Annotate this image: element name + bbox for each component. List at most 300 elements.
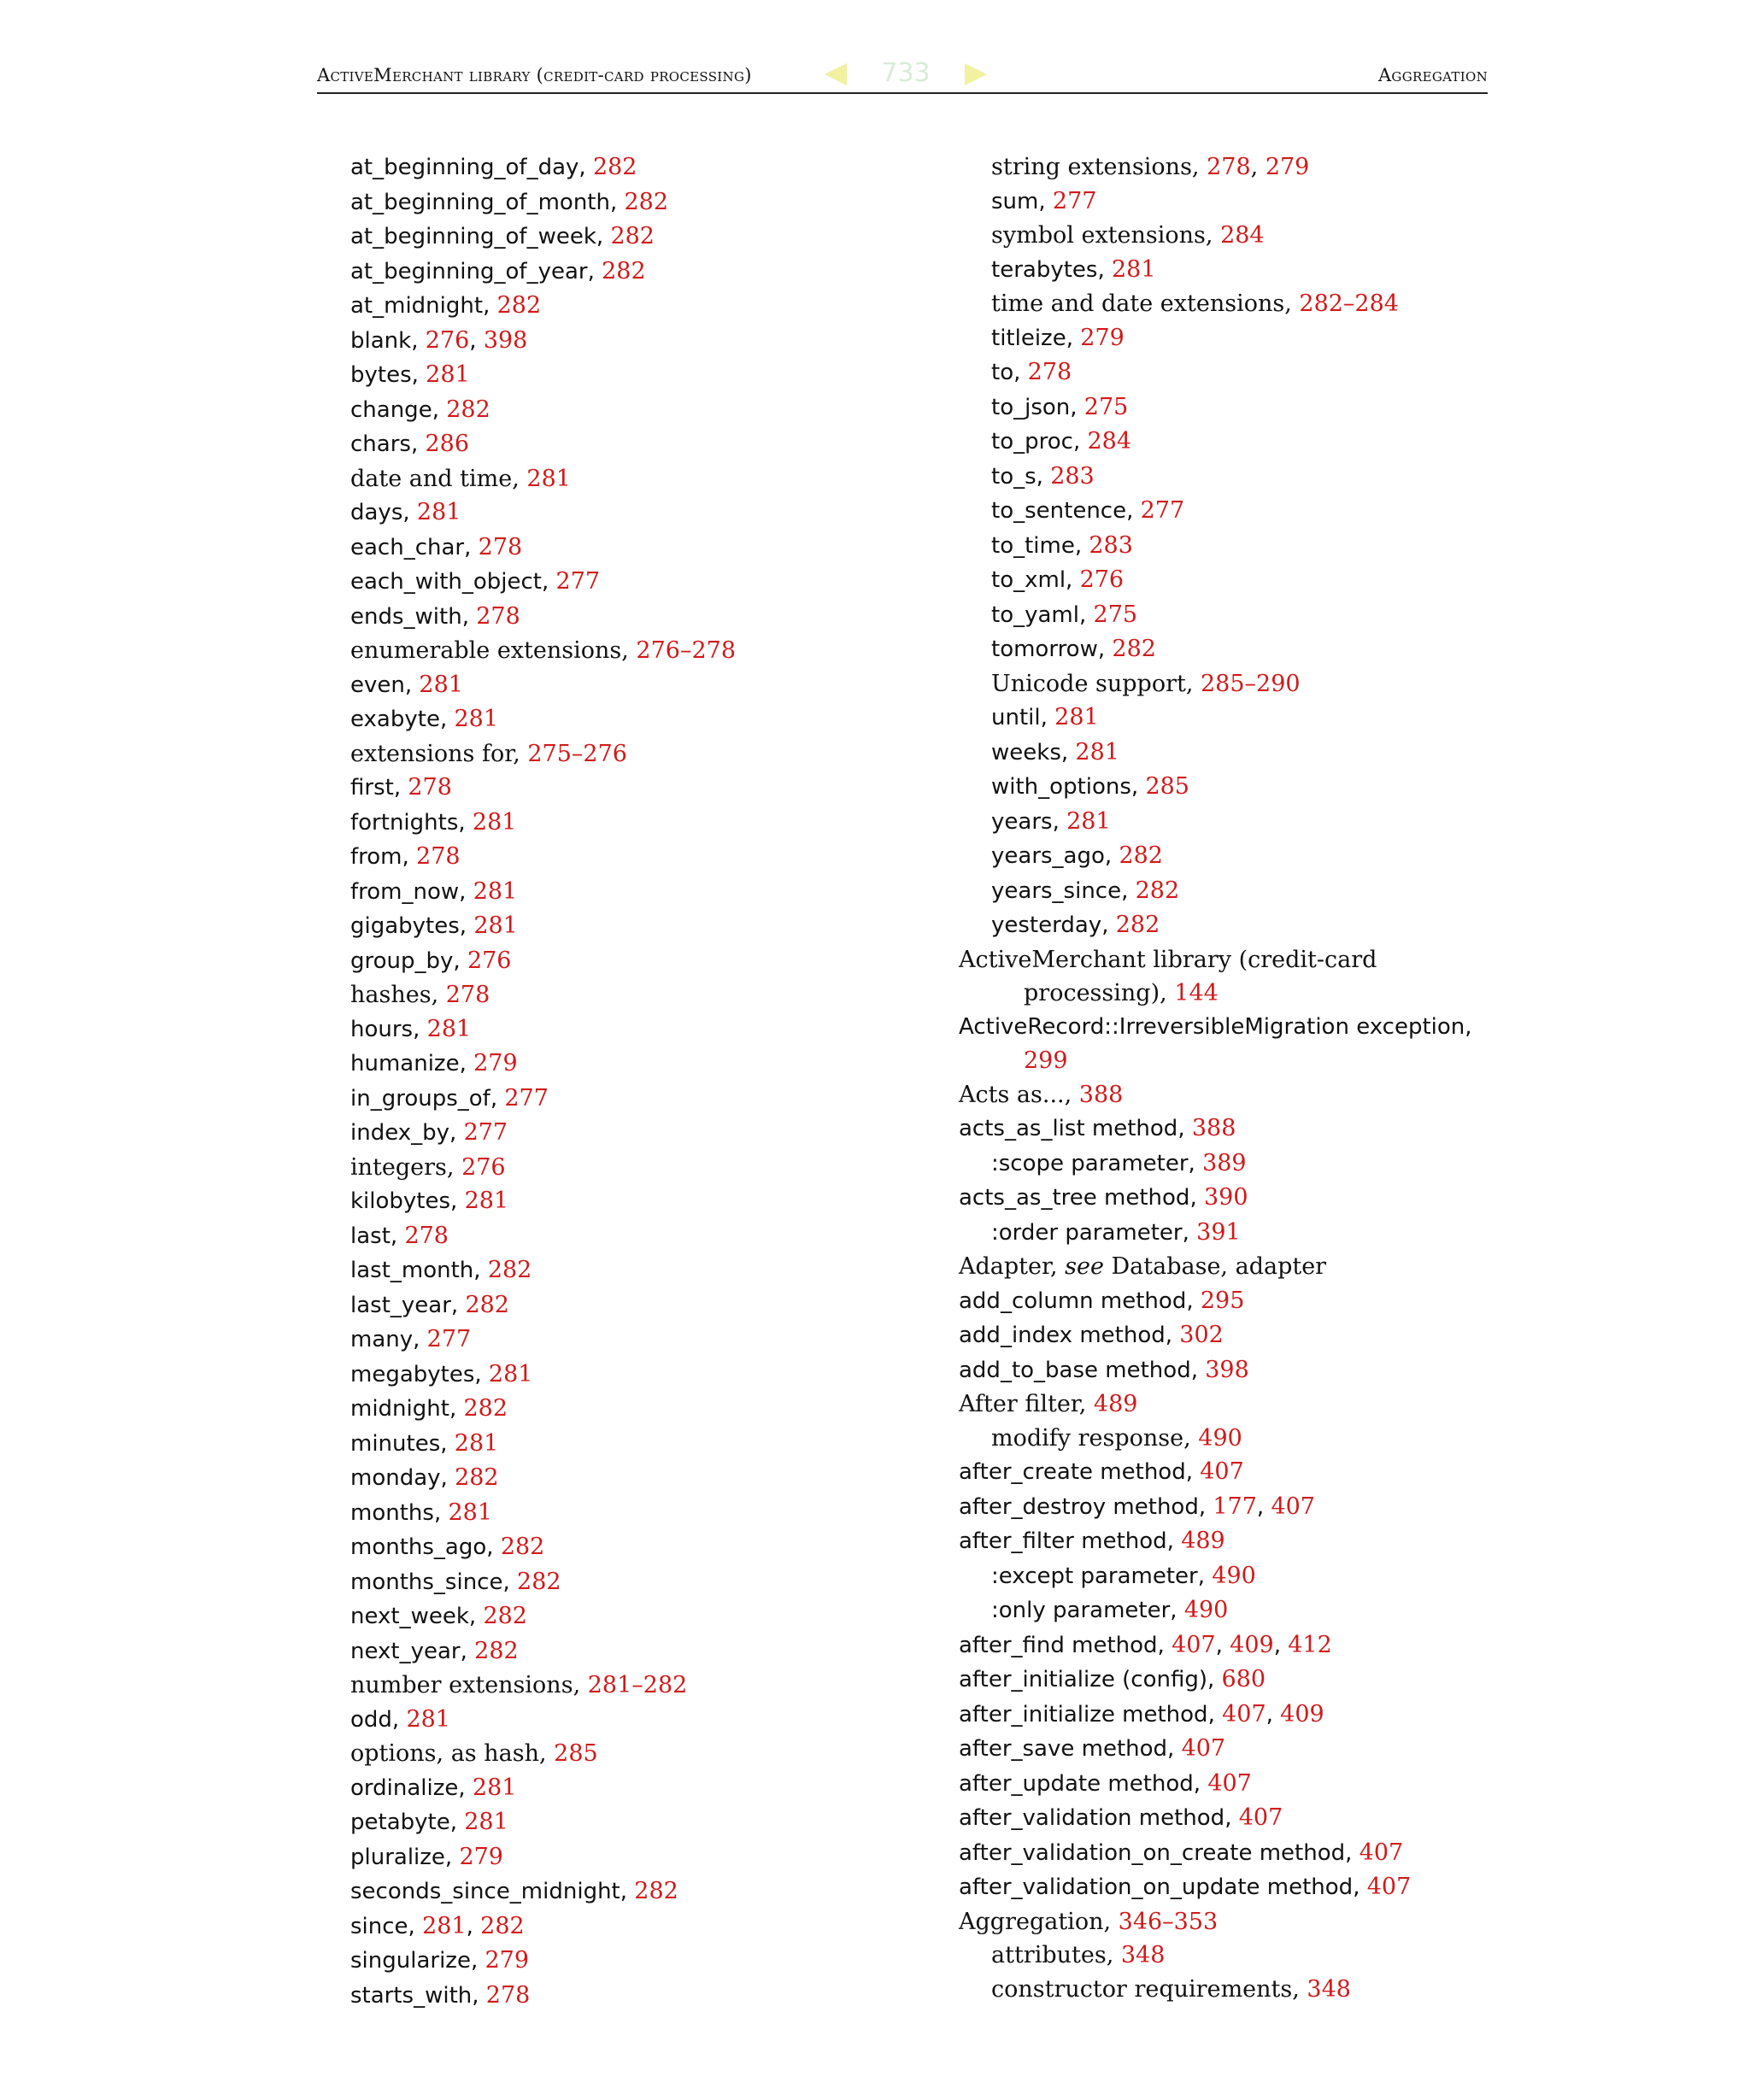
- page-reference-link[interactable]: 282: [500, 1534, 545, 1560]
- index-term: monday: [350, 1465, 441, 1491]
- page-reference-link[interactable]: 281: [454, 706, 499, 732]
- index-entry: after_filter method, 489: [959, 1528, 1225, 1554]
- index-term: index_by: [350, 1120, 450, 1146]
- index-entry: add_index method, 302: [959, 1322, 1224, 1348]
- index-entry: with_options, 285: [991, 773, 1189, 800]
- index-entry: :scope parameter, 389: [991, 1149, 1247, 1176]
- page-reference-link[interactable]: 278: [1207, 154, 1251, 180]
- index-entry: until, 281: [991, 704, 1099, 730]
- index-entry: humanize, 279: [350, 1050, 518, 1076]
- index-term: modify response: [991, 1424, 1184, 1452]
- index-term: last: [350, 1223, 391, 1249]
- index-term: enumerable extensions: [350, 637, 622, 664]
- index-term: in_groups_of: [350, 1085, 490, 1112]
- index-term: to_s: [991, 463, 1036, 490]
- index-term: at_beginning_of_day: [350, 155, 579, 180]
- page-reference-link[interactable]: 407: [1172, 1631, 1216, 1658]
- page-reference-link[interactable]: 281–282: [587, 1672, 688, 1698]
- page-reference-link[interactable]: 282: [1115, 912, 1160, 938]
- index-entry: midnight, 282: [350, 1395, 508, 1422]
- index-term: megabytes: [350, 1361, 475, 1387]
- page-number: 733: [881, 58, 931, 88]
- page-reference-link[interactable]: 391: [1196, 1218, 1241, 1246]
- index-entry: date and time, 281: [350, 465, 571, 492]
- index-entry: attributes, 348: [991, 1942, 1166, 1968]
- page-reference-link[interactable]: 407: [1222, 1700, 1266, 1728]
- page-reference-link[interactable]: 276: [467, 947, 512, 974]
- index-entry: to, 278: [991, 359, 1072, 385]
- index-term: after_validation_on_create method: [959, 1839, 1346, 1866]
- index-term: many: [350, 1327, 414, 1352]
- page-reference-link[interactable]: 490: [1198, 1424, 1242, 1452]
- index-term: add_to_base method: [959, 1357, 1191, 1383]
- page-reference-link[interactable]: 281: [426, 361, 470, 388]
- page-reference-link[interactable]: 285–290: [1201, 670, 1301, 697]
- index-term: after_update method: [959, 1770, 1194, 1797]
- index-term: tomorrow: [991, 636, 1098, 662]
- index-term: last_month: [350, 1258, 474, 1283]
- page-reference-link[interactable]: 277: [1140, 497, 1185, 524]
- page-reference-link[interactable]: 282: [517, 1568, 561, 1595]
- page-reference-link[interactable]: 282: [474, 1637, 519, 1664]
- index-term: years: [991, 808, 1053, 835]
- header-right-title: Aggregation: [1377, 65, 1488, 85]
- index-term: each_with_object: [350, 569, 542, 595]
- index-term: bytes: [350, 362, 412, 388]
- index-entry: last_year, 282: [350, 1291, 509, 1318]
- index-entry: modify response, 490: [991, 1424, 1242, 1452]
- page-reference-link[interactable]: 348: [1307, 1975, 1351, 2003]
- index-term: to: [991, 360, 1014, 385]
- page-reference-link[interactable]: 281: [1075, 738, 1119, 766]
- index-entry: seconds_since_midnight, 282: [350, 1878, 678, 1904]
- index-entry: since, 281, 282: [350, 1912, 525, 1939]
- page-reference-link[interactable]: 388: [1078, 1081, 1124, 1108]
- page-reference-link[interactable]: 278: [404, 1222, 449, 1249]
- index-term: exabyte: [350, 707, 440, 732]
- index-term: blank: [350, 327, 412, 354]
- page-reference-link[interactable]: 281: [419, 671, 463, 698]
- index-entry: singularize, 279: [350, 1947, 530, 1974]
- page-reference-link[interactable]: 285: [554, 1740, 598, 1767]
- index-entry: [959, 943, 1489, 977]
- page-reference-link[interactable]: 680: [1221, 1666, 1266, 1692]
- index-term: number extensions: [350, 1672, 573, 1698]
- index-term: change: [350, 396, 432, 423]
- index-entry: blank, 276, 398: [350, 326, 528, 354]
- index-term: minutes: [350, 1430, 441, 1457]
- page-reference-link[interactable]: 282: [480, 1912, 525, 1939]
- page-reference-link[interactable]: 282: [455, 1464, 499, 1491]
- index-term: Adapter: [959, 1253, 1050, 1280]
- index-term: even: [350, 672, 405, 698]
- index-entry: [959, 1044, 1489, 1078]
- page-reference-link[interactable]: 278: [478, 533, 523, 560]
- index-entry: years_since, 282: [991, 877, 1180, 904]
- page-reference-link[interactable]: 177: [1213, 1493, 1257, 1520]
- page-reference-link[interactable]: 279: [459, 1843, 503, 1870]
- index-entry: change, 282: [350, 396, 490, 423]
- index-entry: after_validation_on_create method, 407: [959, 1839, 1404, 1866]
- index-entry: :only parameter, 490: [991, 1597, 1229, 1623]
- page-navigator: [825, 55, 987, 89]
- index-term: after_initialize (config): [959, 1667, 1207, 1692]
- page-reference-link[interactable]: 282: [1112, 636, 1156, 662]
- page-reference-link[interactable]: 282: [602, 257, 646, 284]
- page-reference-link[interactable]: 281: [1066, 807, 1111, 835]
- index-entry: :except parameter, 490: [991, 1562, 1256, 1589]
- index-entry: extensions for, 275–276: [350, 740, 627, 767]
- page-reference-link[interactable]: 279: [484, 1947, 530, 1974]
- page-reference-link[interactable]: 407: [1200, 1458, 1244, 1485]
- index-entry: to_yaml, 275: [991, 601, 1138, 628]
- index-entry: last_month, 282: [350, 1257, 532, 1283]
- page-reference-link[interactable]: 302: [1179, 1322, 1224, 1348]
- page-reference-link[interactable]: 278: [416, 843, 461, 870]
- index-term: at_beginning_of_month: [350, 189, 610, 215]
- page-reference-link[interactable]: 412: [1288, 1631, 1332, 1658]
- page-reference-link[interactable]: 282: [592, 154, 637, 180]
- page-reference-link[interactable]: 348: [1120, 1942, 1166, 1968]
- index-entry: years, 281: [991, 807, 1111, 835]
- page-reference-link[interactable]: 279: [473, 1050, 518, 1076]
- page-reference-link[interactable]: 278: [476, 602, 520, 630]
- index-term: fortnights: [350, 809, 459, 836]
- page-reference-link[interactable]: 407: [1359, 1839, 1404, 1866]
- index-entry: from_now, 281: [350, 877, 518, 905]
- index-entry: each_with_object, 277: [350, 568, 601, 595]
- index-term: after_initialize method: [959, 1701, 1208, 1728]
- index-term: days: [350, 500, 403, 525]
- page-reference-link[interactable]: 407: [1238, 1804, 1283, 1831]
- page-reference-link[interactable]: 277: [504, 1084, 549, 1112]
- page-reference-link[interactable]: 275: [1083, 393, 1129, 420]
- index-entry: Aggregation, 346–353: [959, 1908, 1219, 1935]
- page-reference-link[interactable]: 275–276: [527, 740, 627, 767]
- page-reference-link[interactable]: 281: [422, 1912, 467, 1939]
- page-reference-link[interactable]: 281: [472, 808, 517, 836]
- index-entry: ends_with, 278: [350, 602, 520, 630]
- index-term: after_filter method: [959, 1528, 1167, 1554]
- page-reference-link[interactable]: 282: [634, 1878, 678, 1904]
- index-term: add_column method: [959, 1288, 1187, 1314]
- index-entry: after_validation_on_update method, 407: [959, 1874, 1412, 1900]
- index-term: to_time: [991, 532, 1075, 559]
- index-entry: at_beginning_of_day, 282: [350, 154, 637, 180]
- index-entry: options, as hash, 285: [350, 1740, 598, 1767]
- index-entry: kilobytes, 281: [350, 1188, 509, 1214]
- index-entry: each_char, 278: [350, 533, 523, 560]
- page-reference-link[interactable]: 281: [448, 1499, 493, 1526]
- index-term: yesterday: [991, 912, 1102, 938]
- index-entry: ordinalize, 281: [350, 1774, 517, 1801]
- index-term: :scope parameter: [991, 1150, 1189, 1176]
- index-entry: to_proc, 284: [991, 428, 1132, 455]
- index-term: to_proc: [991, 429, 1073, 455]
- see-reference: see: [1065, 1253, 1104, 1280]
- next-page-arrow-icon[interactable]: [965, 63, 987, 85]
- index-term: processing): [1024, 980, 1160, 1006]
- page-reference-link[interactable]: 282: [496, 292, 542, 319]
- page-reference-link[interactable]: 144: [1174, 980, 1219, 1006]
- index-entry: After filter, 489: [959, 1391, 1138, 1417]
- index-term: weeks: [991, 739, 1061, 766]
- index-entry: even, 281: [350, 671, 463, 698]
- page-reference-link[interactable]: 281: [472, 1774, 517, 1801]
- index-term: petabyte: [350, 1810, 450, 1835]
- index-entry: after_validation method, 407: [959, 1804, 1283, 1831]
- index-entry: weeks, 281: [991, 738, 1119, 766]
- index-term: ActiveRecord::IrreversibleMigration exception: [959, 1013, 1465, 1040]
- page-reference-link[interactable]: 281: [464, 1809, 508, 1835]
- index-entry: after_save method, 407: [959, 1735, 1226, 1762]
- page-reference-link[interactable]: 276: [1079, 566, 1125, 593]
- page-reference-link[interactable]: 489: [1093, 1391, 1138, 1417]
- page-reference-link[interactable]: 282: [1135, 877, 1180, 904]
- page-reference-link[interactable]: 409: [1230, 1631, 1274, 1658]
- index-entry: starts_with, 278: [350, 1981, 531, 2009]
- page-reference-link[interactable]: 281: [473, 877, 518, 905]
- index-term: each_char: [350, 534, 465, 560]
- page-reference-link[interactable]: 277: [426, 1326, 472, 1352]
- page-reference-link[interactable]: 277: [555, 568, 601, 595]
- index-term: attributes: [991, 1942, 1107, 1968]
- page-reference-link[interactable]: 281: [1111, 255, 1156, 283]
- index-term: constructor requirements: [991, 1975, 1293, 2003]
- page-reference-link[interactable]: 277: [1052, 187, 1097, 214]
- page-reference-link[interactable]: 282: [1119, 842, 1163, 869]
- index-entry: integers, 276: [350, 1153, 506, 1181]
- index-entry: next_week, 282: [350, 1603, 527, 1629]
- page-reference-link[interactable]: 281: [406, 1705, 450, 1733]
- index-entry: sum, 277: [991, 187, 1097, 214]
- index-term: ends_with: [350, 603, 462, 630]
- page-reference-link[interactable]: 277: [463, 1119, 508, 1146]
- index-entry: to_json, 275: [991, 393, 1129, 420]
- page-reference-link[interactable]: 275: [1093, 601, 1138, 628]
- page-reference-link[interactable]: 490: [1212, 1562, 1256, 1589]
- index-term: midnight: [350, 1396, 449, 1422]
- index-entry: constructor requirements, 348: [991, 1975, 1351, 2003]
- page-reference-link[interactable]: 276: [461, 1153, 506, 1181]
- index-entry: bytes, 281: [350, 361, 470, 388]
- page-reference-link[interactable]: 295: [1200, 1287, 1245, 1314]
- index-term: gigabytes: [350, 913, 460, 939]
- page-reference-link[interactable]: 398: [483, 326, 528, 354]
- index-term: extensions for: [350, 740, 514, 767]
- index-term: at_midnight: [350, 293, 484, 319]
- index-term: integers: [350, 1153, 447, 1181]
- index-entry: months, 281: [350, 1499, 493, 1526]
- index-entry: processing), 144: [1024, 980, 1219, 1006]
- index-entry: index_by, 277: [350, 1119, 508, 1146]
- index-entry: many, 277: [350, 1326, 472, 1352]
- index-entry: minutes, 281: [350, 1429, 499, 1457]
- index-term: after_destroy method: [959, 1493, 1199, 1520]
- page-reference-link[interactable]: 286: [425, 431, 470, 457]
- index-term: singularize: [350, 1948, 471, 1974]
- page-reference-link[interactable]: 281: [454, 1429, 499, 1457]
- page-reference-link[interactable]: 279: [1080, 324, 1125, 351]
- header-left-title: ActiveMerchant library (credit-card processing): [317, 65, 752, 85]
- index-term: ActiveMerchant library (credit-card: [959, 946, 1377, 973]
- index-term: ordinalize: [350, 1774, 459, 1801]
- index-term: time and date extensions: [991, 290, 1285, 317]
- index-term: after_save method: [959, 1736, 1168, 1762]
- index-entry: to_time, 283: [991, 531, 1133, 559]
- index-term: options, as hash: [350, 1740, 539, 1767]
- page-reference-link[interactable]: 409: [1280, 1700, 1324, 1728]
- index-entry: Unicode support, 285–290: [991, 670, 1301, 697]
- index-entry: pluralize, 279: [350, 1843, 503, 1870]
- page-reference-link[interactable]: 285: [1145, 773, 1189, 800]
- index-entry: :order parameter, 391: [991, 1218, 1241, 1246]
- index-term: after_create method: [959, 1459, 1186, 1485]
- index-entry: yesterday, 282: [991, 912, 1160, 938]
- page-reference-link[interactable]: 490: [1183, 1597, 1229, 1623]
- index-term: from: [350, 844, 402, 870]
- index-term: sum: [991, 188, 1039, 214]
- index-entry: at_beginning_of_year, 282: [350, 257, 646, 284]
- index-term: months_since: [350, 1569, 503, 1595]
- index-entry: time and date extensions, 282–284: [991, 290, 1399, 317]
- page-reference-link[interactable]: 407: [1366, 1874, 1412, 1900]
- index-term: pluralize: [350, 1844, 445, 1870]
- index-term: at_beginning_of_week: [350, 224, 596, 249]
- page-reference-link[interactable]: 278: [485, 1981, 531, 2009]
- index-term: to_xml: [991, 567, 1066, 593]
- page-reference-link[interactable]: 282–284: [1299, 290, 1399, 317]
- page-reference-link[interactable]: 282: [465, 1291, 509, 1318]
- page-reference-link[interactable]: 281: [1054, 704, 1099, 730]
- index-term: date and time: [350, 465, 513, 492]
- page-reference-link[interactable]: 407: [1181, 1735, 1226, 1762]
- index-entry: last, 278: [350, 1222, 449, 1249]
- index-entry: after_create method, 407: [959, 1458, 1244, 1485]
- index-term: last_year: [350, 1292, 451, 1318]
- index-entry: after_initialize (config), 680: [959, 1666, 1266, 1692]
- index-term: string extensions: [991, 154, 1192, 180]
- index-entry: gigabytes, 281: [350, 912, 518, 939]
- page-reference-link[interactable]: 282: [446, 396, 490, 423]
- running-header: [317, 53, 1488, 94]
- page-reference-link[interactable]: 278: [445, 982, 490, 1008]
- index-term: group_by: [350, 947, 454, 974]
- index-term: until: [991, 705, 1041, 730]
- index-term: years_since: [991, 877, 1122, 904]
- page-reference-link[interactable]: 281: [416, 499, 461, 525]
- index-entry: exabyte, 281: [350, 706, 499, 732]
- index-term: hashes: [350, 982, 432, 1008]
- index-term: after_validation method: [959, 1805, 1225, 1831]
- index-term: add_index method: [959, 1323, 1166, 1348]
- index-term: first: [350, 775, 394, 801]
- index-entry: string extensions, 278, 279: [991, 154, 1310, 180]
- page-reference-link[interactable]: 278: [1027, 359, 1072, 385]
- index-term: :except parameter: [991, 1563, 1198, 1589]
- page-reference-link[interactable]: 388: [1191, 1115, 1236, 1141]
- index-term: acts_as_list method: [959, 1116, 1178, 1141]
- page-reference-link[interactable]: 283: [1089, 531, 1133, 559]
- index-entry: to_sentence, 277: [991, 497, 1185, 524]
- index-term: since: [350, 1913, 408, 1939]
- index-entry: Acts as..., 388: [959, 1081, 1124, 1108]
- index-term: titleize: [991, 325, 1066, 351]
- page-reference-link[interactable]: 398: [1205, 1356, 1249, 1383]
- page-reference-link[interactable]: 276–278: [636, 637, 736, 664]
- index-term: months: [350, 1499, 434, 1526]
- page-reference-link[interactable]: 282: [483, 1603, 527, 1629]
- index-entry: at_midnight, 282: [350, 292, 542, 319]
- index-term: with_options: [991, 774, 1131, 800]
- page-reference-link[interactable]: 407: [1271, 1493, 1315, 1520]
- index-term: starts_with: [350, 1982, 473, 2009]
- page-reference-link[interactable]: 284: [1087, 428, 1132, 455]
- page-reference-link[interactable]: 283: [1050, 462, 1095, 490]
- page-reference-link[interactable]: 281: [473, 912, 518, 939]
- page-reference-link[interactable]: 284: [1220, 222, 1265, 249]
- page-reference-link[interactable]: 281: [526, 465, 571, 492]
- index-entry: ActiveRecord::IrreversibleMigration exception,: [959, 1013, 1472, 1040]
- page-reference-link[interactable]: 489: [1181, 1528, 1225, 1554]
- page-reference-link[interactable]: 346–353: [1118, 1908, 1219, 1935]
- page-reference-link[interactable]: 278: [408, 774, 452, 801]
- index-entry: titleize, 279: [991, 324, 1125, 351]
- index-entry: days, 281: [350, 499, 461, 525]
- index-entry: to_s, 283: [991, 462, 1095, 490]
- page-reference-link[interactable]: 390: [1203, 1184, 1248, 1211]
- index-term: after_validation_on_update method: [959, 1874, 1354, 1900]
- index-entry: odd, 281: [350, 1705, 450, 1733]
- index-term: next_year: [350, 1638, 461, 1664]
- index-entry: months_since, 282: [350, 1568, 561, 1595]
- index-entry: chars, 286: [350, 431, 470, 457]
- page-reference-link[interactable]: 281: [464, 1188, 509, 1214]
- index-term: to_yaml: [991, 601, 1079, 628]
- index-term: :order parameter: [991, 1219, 1183, 1246]
- index-entry: Adapter, see Database, adapter: [959, 1253, 1327, 1280]
- page-reference-link[interactable]: 281: [426, 1015, 472, 1042]
- index-entry: add_to_base method, 398: [959, 1356, 1249, 1383]
- index-entry: after_destroy method, 177, 407: [959, 1493, 1315, 1520]
- page-reference-link[interactable]: 407: [1207, 1769, 1252, 1797]
- see-target: Database, adapter: [1103, 1253, 1327, 1280]
- page-reference-link[interactable]: 282: [463, 1395, 508, 1422]
- index-term: seconds_since_midnight: [350, 1879, 620, 1904]
- index-term: from_now: [350, 878, 460, 905]
- previous-page-arrow-icon[interactable]: [825, 63, 847, 85]
- index-term: Acts as...: [959, 1081, 1065, 1108]
- index-term: After filter: [959, 1391, 1079, 1417]
- page-reference-link[interactable]: 276: [425, 326, 470, 354]
- index-entry: fortnights, 281: [350, 808, 517, 836]
- page-reference-link[interactable]: 282: [487, 1257, 532, 1283]
- page-reference-link[interactable]: 279: [1265, 154, 1310, 180]
- page-reference-link[interactable]: 389: [1202, 1149, 1247, 1176]
- page-reference-link[interactable]: 281: [488, 1360, 533, 1387]
- index-term: months_ago: [350, 1534, 487, 1560]
- index-term: kilobytes: [350, 1188, 451, 1214]
- index-term: hours: [350, 1016, 414, 1042]
- index-entry: hashes, 278: [350, 982, 490, 1008]
- page-reference-link[interactable]: 282: [624, 188, 669, 215]
- index-entry: monday, 282: [350, 1464, 499, 1491]
- index-column-right: [959, 150, 1489, 2006]
- index-term: Aggregation: [959, 1908, 1104, 1935]
- index-entry: acts_as_tree method, 390: [959, 1184, 1248, 1211]
- page-reference-link[interactable]: 282: [610, 223, 655, 249]
- page-reference-link[interactable]: 299: [1024, 1047, 1068, 1074]
